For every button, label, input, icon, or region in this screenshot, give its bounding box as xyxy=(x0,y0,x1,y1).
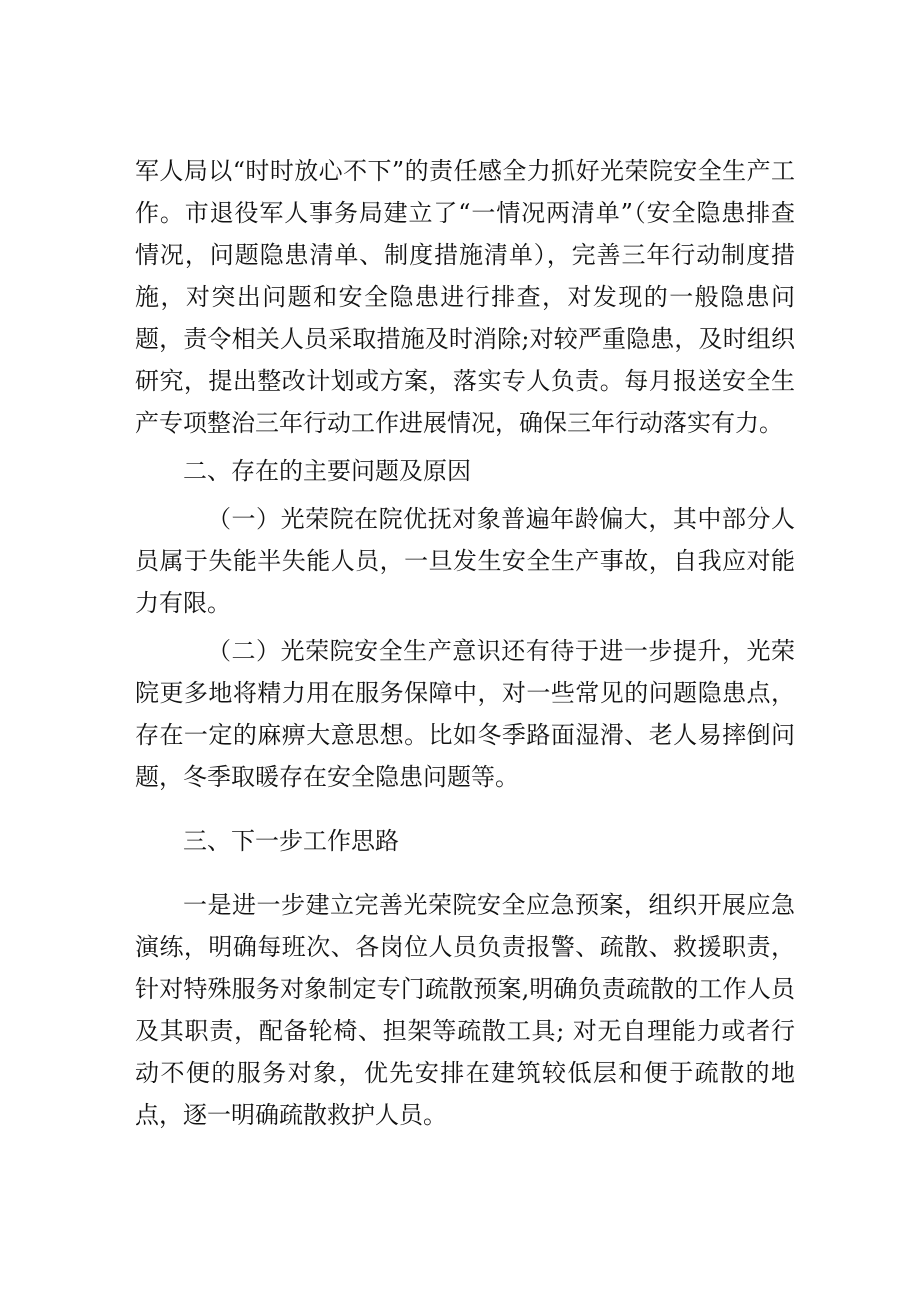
paragraph-problem-two: （二）光荣院安全生产意识还有待于进一步提升，光荣院更多地将精力用在服务保障中，对一些常见的问题隐患点，存在一定的麻痹大意思想。比如冬季路面湿滑、老人易摔倒问题，冬季取暖存在安全隐患问题等。 xyxy=(135,637,795,791)
section-heading-next-steps: 三、下一步工作思路 xyxy=(183,827,399,855)
paragraph-problem-one: （一）光荣院在院优抚对象普遍年龄偏大，其中部分人员属于失能半失能人员，一旦发生安全生产事故，自我应对能力有限。 xyxy=(135,505,795,617)
document-body xyxy=(135,150,795,1136)
paragraph-safety-work: 军人局以“时时放心不下”的责任感全力抓好光荣院安全生产工作。市退役军人事务局建立了“一情况两清单”（安全隐患排查情况，问题隐患清单、制度措施清单），完善三年行动制度措施，对突出问题和安全隐患进行排查，对发现的一般隐患问题，责令相关人员采取措施及时消除;对较严重隐患，及时组织研究，提出整改计划或方案，落实专人负责。每月报送安全生产专项整治三年行动工作进展情况，确保三年行动落实有力。 xyxy=(135,157,795,437)
section-heading-problems: 二、存在的主要问题及原因 xyxy=(183,457,471,485)
paragraph-next-step-one: 一是进一步建立完善光荣院安全应急预案，组织开展应急演练，明确每班次、各岗位人员负责报警、疏散、救援职责，针对特殊服务对象制定专门疏散预案,明确负责疏散的工作人员及其职责，配备轮椅、担架等疏散工具; 对无自理能力或者行动不便的服务对象，优先安排在建筑较低层和便于疏散的地点，逐一明确疏散救护人员。 xyxy=(135,891,795,1129)
